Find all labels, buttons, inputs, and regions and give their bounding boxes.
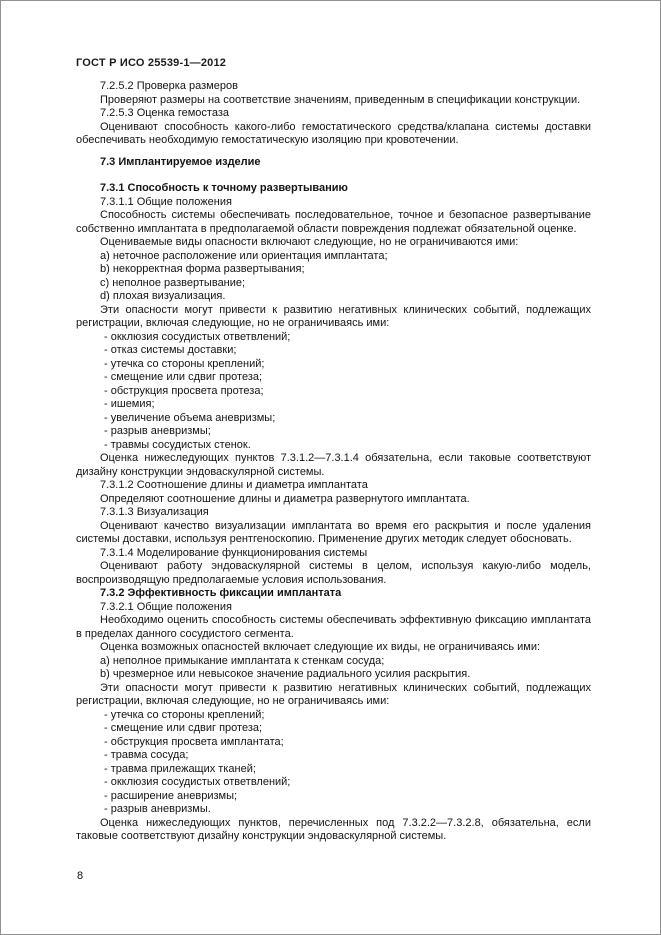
paragraph: Оценка нижеследующих пунктов 7.3.1.2—7.3.1.4 обязательна, если таковые соответствуют дизайну конструкции эндоваскулярной системы. bbox=[76, 452, 591, 478]
dashed-list-item: - травма прилежащих тканей; bbox=[104, 762, 256, 775]
paragraph: Определяют соотношение длины и диаметра развернутого имплантата. bbox=[100, 492, 470, 505]
paragraph: Оценивают качество визуализации имплантата во время его раскрытия и после удаления системы доставки, используя рентгеноскопию. Применение других методик следует обосновать. bbox=[76, 519, 591, 545]
dashed-list-item: - утечка со стороны креплений; bbox=[104, 357, 265, 370]
clause-title: 7.2.5.2 Проверка размеров bbox=[100, 80, 238, 92]
document-header-standard-number: ГОСТ Р ИСО 25539-1—2012 bbox=[76, 57, 227, 69]
paragraph: Оценка нижеследующих пунктов, перечисленных под 7.3.2.2—7.3.2.8, обязательна, если таковые соответствуют дизайну конструкции эндоваскулярной системы. bbox=[76, 816, 591, 842]
dashed-list-item: - обструкция просвета протеза; bbox=[104, 384, 264, 397]
document-content bbox=[76, 80, 591, 844]
paragraph: Оценивают способность какого-либо гемостатического средства/клапана системы доставки обеспечивать необходимую гемостатическую изоляцию при кровотечении. bbox=[76, 120, 591, 146]
paragraph: Эти опасности могут привести к развитию негативных клинических событий, подлежащих регистрации, включая следующие, но не ограничиваясь ими: bbox=[76, 303, 591, 329]
lettered-list-item: a) неточное расположение или ориентация имплантата; bbox=[100, 249, 388, 262]
dashed-list-item: - травмы сосудистых стенок. bbox=[104, 438, 251, 451]
paragraph: Необходимо оценить способность системы обеспечивать эффективную фиксацию имплантата в пределах данного сосудистого сегмента. bbox=[76, 614, 591, 640]
paragraph: Проверяют размеры на соответствие значениям, приведенным в спецификации конструкции. bbox=[100, 93, 581, 106]
dashed-list-item: - окклюзия сосудистых ответвлений; bbox=[104, 330, 291, 343]
dashed-list-item: - смещение или сдвиг протеза; bbox=[104, 722, 263, 734]
clause-title: 7.2.5.3 Оценка гемостаза bbox=[100, 107, 229, 119]
section-heading: 7.3 Имплантируемое изделие bbox=[100, 155, 261, 168]
dashed-list-item: - расширение аневризмы; bbox=[104, 789, 238, 802]
page-number: 8 bbox=[77, 870, 84, 882]
dashed-list-item: - ишемия; bbox=[104, 398, 155, 410]
clause-title: 7.3.1.4 Моделирование функционирования системы bbox=[100, 546, 368, 559]
lettered-list-item: d) плохая визуализация. bbox=[100, 290, 226, 302]
clause-title: 7.3.1.3 Визуализация bbox=[100, 506, 209, 518]
dashed-list-item: - разрыв аневризмы. bbox=[104, 803, 211, 815]
subsection-heading: 7.3.1 Способность к точному развертыванию bbox=[100, 182, 348, 194]
lettered-list-item: c) неполное развертывание; bbox=[100, 276, 246, 289]
dashed-list-item: - разрыв аневризмы; bbox=[104, 425, 211, 437]
subsection-heading: 7.3.2 Эффективность фиксации имплантата bbox=[100, 587, 342, 599]
clause-title: 7.3.2.1 Общие положения bbox=[100, 600, 232, 613]
dashed-list-item: - обструкция просвета имплантата; bbox=[104, 735, 284, 748]
paragraph: Эти опасности могут привести к развитию негативных клинических событий, подлежащих регистрации, включая следующие, но не ограничиваясь ими: bbox=[76, 681, 591, 707]
dashed-list-item: - утечка со стороны креплений; bbox=[104, 708, 265, 721]
clause-title: 7.3.1.1 Общие положения bbox=[100, 195, 232, 208]
dashed-list-item: - увеличение объема аневризмы; bbox=[104, 411, 276, 424]
dashed-list-item: - окклюзия сосудистых ответвлений; bbox=[104, 776, 291, 788]
paragraph: Оценка возможных опасностей включает следующие их виды, не ограничиваясь ими: bbox=[100, 641, 541, 653]
lettered-list-item: b) чрезмерное или невысокое значение радиального усилия раскрытия. bbox=[100, 668, 471, 680]
dashed-list-item: - смещение или сдвиг протеза; bbox=[104, 371, 263, 383]
lettered-list-item: b) некорректная форма развертывания; bbox=[100, 263, 305, 275]
lettered-list-item: a) неполное примыкание имплантата к стенкам сосуда; bbox=[100, 654, 385, 667]
clause-title: 7.3.1.2 Соотношение длины и диаметра имплантата bbox=[100, 479, 368, 491]
paragraph: Оценивают работу эндоваскулярной системы в целом, используя какую-либо модель, воспроизводящую предполагаемые условия использования. bbox=[76, 560, 591, 586]
dashed-list-item: - отказ системы доставки; bbox=[104, 344, 237, 356]
paragraph: Оцениваемые виды опасности включают следующие, но не ограничиваются ими: bbox=[100, 236, 519, 248]
paragraph: Способность системы обеспечивать последовательное, точное и безопасное развертывание собственно имплантата в предполагаемой области повреждения подлежат обязательной оценке. bbox=[76, 209, 591, 235]
dashed-list-item: - травма сосуда; bbox=[104, 749, 189, 761]
